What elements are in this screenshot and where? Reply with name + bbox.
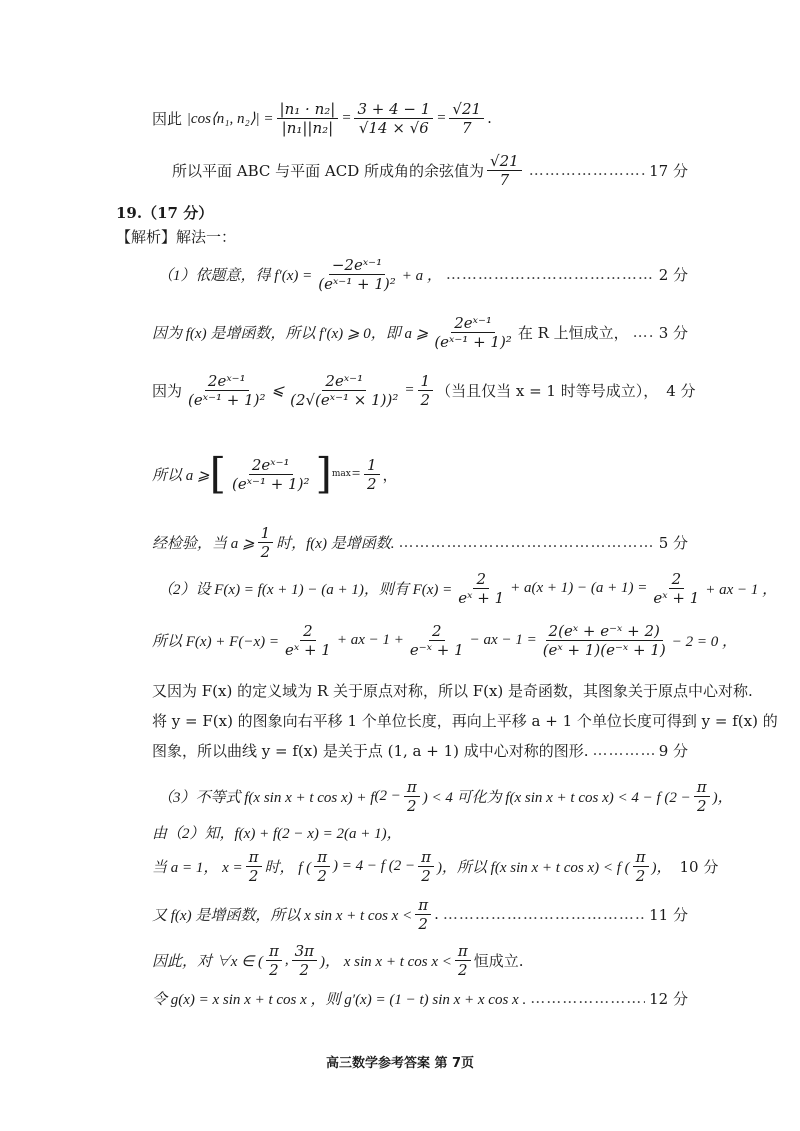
step-symmetry-center: 图象，所以曲线 y = f(x) 是关于点 (1, a + 1) 成中心对称的图形. ………………………………………………………………………………………………………………………………………………………………………… 9 分 bbox=[152, 734, 688, 766]
step-odd-function-text: 又因为 F(x) 的定义域为 R 关于原点对称，所以 F(x) 是奇函数，其图象关于原点中心对称. bbox=[152, 681, 753, 700]
fraction: $\frac{\pi}{2}$ bbox=[418, 848, 434, 885]
fraction: $\frac{1}{2}$ bbox=[364, 456, 380, 493]
fraction: $\frac{3\pi}{2}$ bbox=[292, 942, 317, 979]
fraction: $\frac{\text{2eˣ⁻¹}}{\text{(eˣ⁻¹ + 1)²}}$ bbox=[434, 313, 512, 351]
step-from-part-2: 由（2）知，f(x) + f(2 − x) = 2(a + 1)， bbox=[152, 825, 402, 842]
leader-dots bbox=[529, 161, 645, 179]
step-increasing-condition: 因为 f(x) 是增函数，所以 f′(x) ⩾ 0，即 a ⩾ $\frac{\text{2eˣ⁻¹}}{\text{(eˣ⁻¹ + 1)²}}$ 在 R 上恒成立， ………………………………………………………………………………………………………………………………………………………………………… 3 分 bbox=[152, 304, 688, 360]
leader-dots bbox=[633, 323, 655, 341]
step-translation-text: 将 y = F(x) 的图象向右平移 1 个单位长度，再向上平移 a + 1 个单位长度可得到 y = f(x) 的 bbox=[152, 711, 778, 730]
score-points: 17 分 bbox=[649, 161, 688, 180]
fraction: $\frac{2}{\text{eˣ + 1}}$ bbox=[285, 621, 331, 659]
step-verification: 经检验，当 a ⩾ $\frac{1}{2}$ 时，f(x) 是增函数. ………………………………………………………………………………………………………………………………………………………………………… 5 分 bbox=[152, 514, 688, 570]
step-1-derivative: （1）依题意，得 f′(x) = $\frac{\text{−2eˣ⁻¹}}{\text{(eˣ⁻¹ + 1)²}}$ + a ， ………………………………………………………………………………………………………………………………………………………………………… 2 分 bbox=[158, 246, 688, 302]
step-3-inequality: （3）不等式 f(x sin x + t cos x) + f (2 − $\frac{\pi}{2}$ ) < 4 可化为 f(x sin x + t cos x) < 4 − f (2 − $\frac{\pi}{2}$ )， bbox=[158, 777, 733, 815]
leader-dots bbox=[593, 741, 655, 759]
score-points: 4 分 bbox=[666, 381, 696, 400]
score-points: 11 分 bbox=[649, 905, 688, 924]
fraction: $\frac{\text{−2eˣ⁻¹}}{\text{(eˣ⁻¹ + 1)²}}$ bbox=[318, 255, 396, 293]
fraction: $\frac{\text{2eˣ⁻¹}}{\text{(eˣ⁻¹ + 1)²}}$ bbox=[231, 455, 310, 493]
fraction: $\frac{√21}{7}$ bbox=[449, 100, 484, 137]
step-increasing-result: 又 f(x) 是增函数，所以 x sin x + t cos x < $\frac{\pi}{2}$ . ………………………………………………………………………………………………………………………………………………………………………… 11 分 bbox=[152, 886, 688, 942]
solution-label: 【解析】解法一： bbox=[116, 227, 237, 246]
fraction: $\frac{\pi}{2}$ bbox=[633, 848, 649, 885]
page-footer: 高三数学参考答案 第 7页 bbox=[325, 1056, 475, 1071]
fraction: $\frac{\pi}{2}$ bbox=[415, 896, 431, 933]
fraction: $\frac{1}{2}$ bbox=[258, 524, 274, 561]
fraction: $\frac{\pi}{2}$ bbox=[404, 778, 420, 815]
fraction: $\frac{\pi}{2}$ bbox=[694, 778, 710, 815]
score-points: 5 分 bbox=[658, 533, 688, 552]
answer-line-plane-cosine: 所以平面 ABC 与平面 ACD 所成角的余弦值为 $\frac{√21}{7}$ ………………………………………………………………………………………………………………………………………………………………………… 17 分 bbox=[172, 142, 688, 198]
fraction: $\frac{\text{|n₁ · n₂|}}{\text{|n₁||n₂|}}$ bbox=[277, 100, 339, 137]
fraction: $\frac{\pi}{2}$ bbox=[246, 848, 262, 885]
fraction: $\frac{\pi}{2}$ bbox=[455, 942, 471, 979]
fraction: $\frac{\text{2eˣ⁻¹}}{\text{(2√(eˣ⁻¹ × 1))²}}$ bbox=[290, 371, 399, 409]
score-points: 12 分 bbox=[649, 989, 688, 1008]
score-points: 2 分 bbox=[658, 265, 688, 284]
step-am-gm-bound: 因为 $\frac{\text{2eˣ⁻¹}}{\text{(eˣ⁻¹ + 1)²}}$ ⩽ $\frac{\text{2eˣ⁻¹}}{\text{(2√(eˣ⁻¹ × 1))²}}$ = $\frac{1}{2}$ （当且仅当 x = 1 时等号成立）， 4 分 bbox=[152, 371, 696, 409]
leader-dots bbox=[443, 905, 645, 923]
fraction: $\frac{2}{\text{e⁻ˣ + 1}}$ bbox=[409, 621, 464, 659]
step-substitute-a1: 当 a = 1， x = $\frac{\pi}{2}$ 时， f ( $\frac{\pi}{2}$ ) = 4 − f (2 − $\frac{\pi}{2}$ )，所以 f(x sin x + t cos x) < f ( $\frac{\pi}{2}$ )， 10 分 bbox=[152, 847, 719, 885]
fraction: $\frac{1}{2}$ bbox=[418, 372, 434, 409]
step-for-all-x: 因此，对 ∀x ∈ ( $\frac{\pi}{2}$ , $\frac{3\pi}{2}$ )， x sin x + t cos x < $\frac{\pi}{2}$ 恒成立. bbox=[152, 941, 524, 979]
leader-dots bbox=[446, 265, 655, 283]
question-header: 19.（17 分） bbox=[116, 203, 214, 222]
fraction: $\frac{2}{\text{eˣ + 1}}$ bbox=[458, 569, 505, 607]
step-define-g: 令 g(x) = x sin x + t cos x ，则 g′(x) = (1 − t) sin x + x cos x . ………………………………………………………………………………………………………………………………………………………………………… 12 分 bbox=[152, 982, 688, 1014]
answer-line-cosine-formula: 因此 |cos⟨n₁, n₂⟩| = $\frac{\text{|n₁ · n₂|}}{\text{|n₁||n₂|}}$ = $\frac{3 + 4 - 1}{√14 \times √6}$ = $\frac{√21}{7}$ . bbox=[152, 99, 492, 137]
leader-dots bbox=[530, 989, 645, 1007]
step-F-odd-sum: 所以 F(x) + F(−x) = $\frac{2}{\text{eˣ + 1}}$ + ax − 1 + $\frac{2}{\text{e⁻ˣ + 1}}$ − ax − 1 = $\frac{\text{2(eˣ + e⁻ˣ + 2)}}{\text{(eˣ + 1)(e⁻ˣ + 1)}}$ − 2 = 0 ， bbox=[152, 621, 737, 659]
fraction: $\frac{2}{\text{eˣ + 1}}$ bbox=[653, 569, 700, 607]
step-2-define-F: （2）设 F(x) = f(x + 1) − (a + 1)，则有 F(x) = $\frac{2}{\text{eˣ + 1}}$ + a(x + 1) − (a + 1) = $\frac{2}{\text{eˣ + 1}}$ + ax − 1 ， bbox=[158, 569, 778, 607]
fraction: $\frac{\pi}{2}$ bbox=[314, 848, 330, 885]
score-points: 9 分 bbox=[658, 741, 688, 760]
score-points: 10 分 bbox=[679, 857, 719, 876]
leader-dots bbox=[398, 533, 654, 551]
fraction: $\frac{\pi}{2}$ bbox=[266, 942, 282, 979]
fraction: $\frac{\text{2(eˣ + e⁻ˣ + 2)}}{\text{(eˣ + 1)(e⁻ˣ + 1)}}$ bbox=[542, 621, 666, 659]
fraction: $\frac{3 + 4 - 1}{√14 \times √6}$ bbox=[354, 100, 433, 137]
fraction: $\frac{√21}{7}$ bbox=[487, 152, 522, 189]
score-points: 3 分 bbox=[658, 323, 688, 342]
step-max-value: 所以 a ⩾ [ $\frac{\text{2eˣ⁻¹}}{\text{(eˣ⁻¹ + 1)²}}$ ] max = $\frac{1}{2}$ ， bbox=[152, 449, 398, 498]
fraction: $\frac{\text{2eˣ⁻¹}}{\text{(eˣ⁻¹ + 1)²}}$ bbox=[188, 371, 266, 409]
